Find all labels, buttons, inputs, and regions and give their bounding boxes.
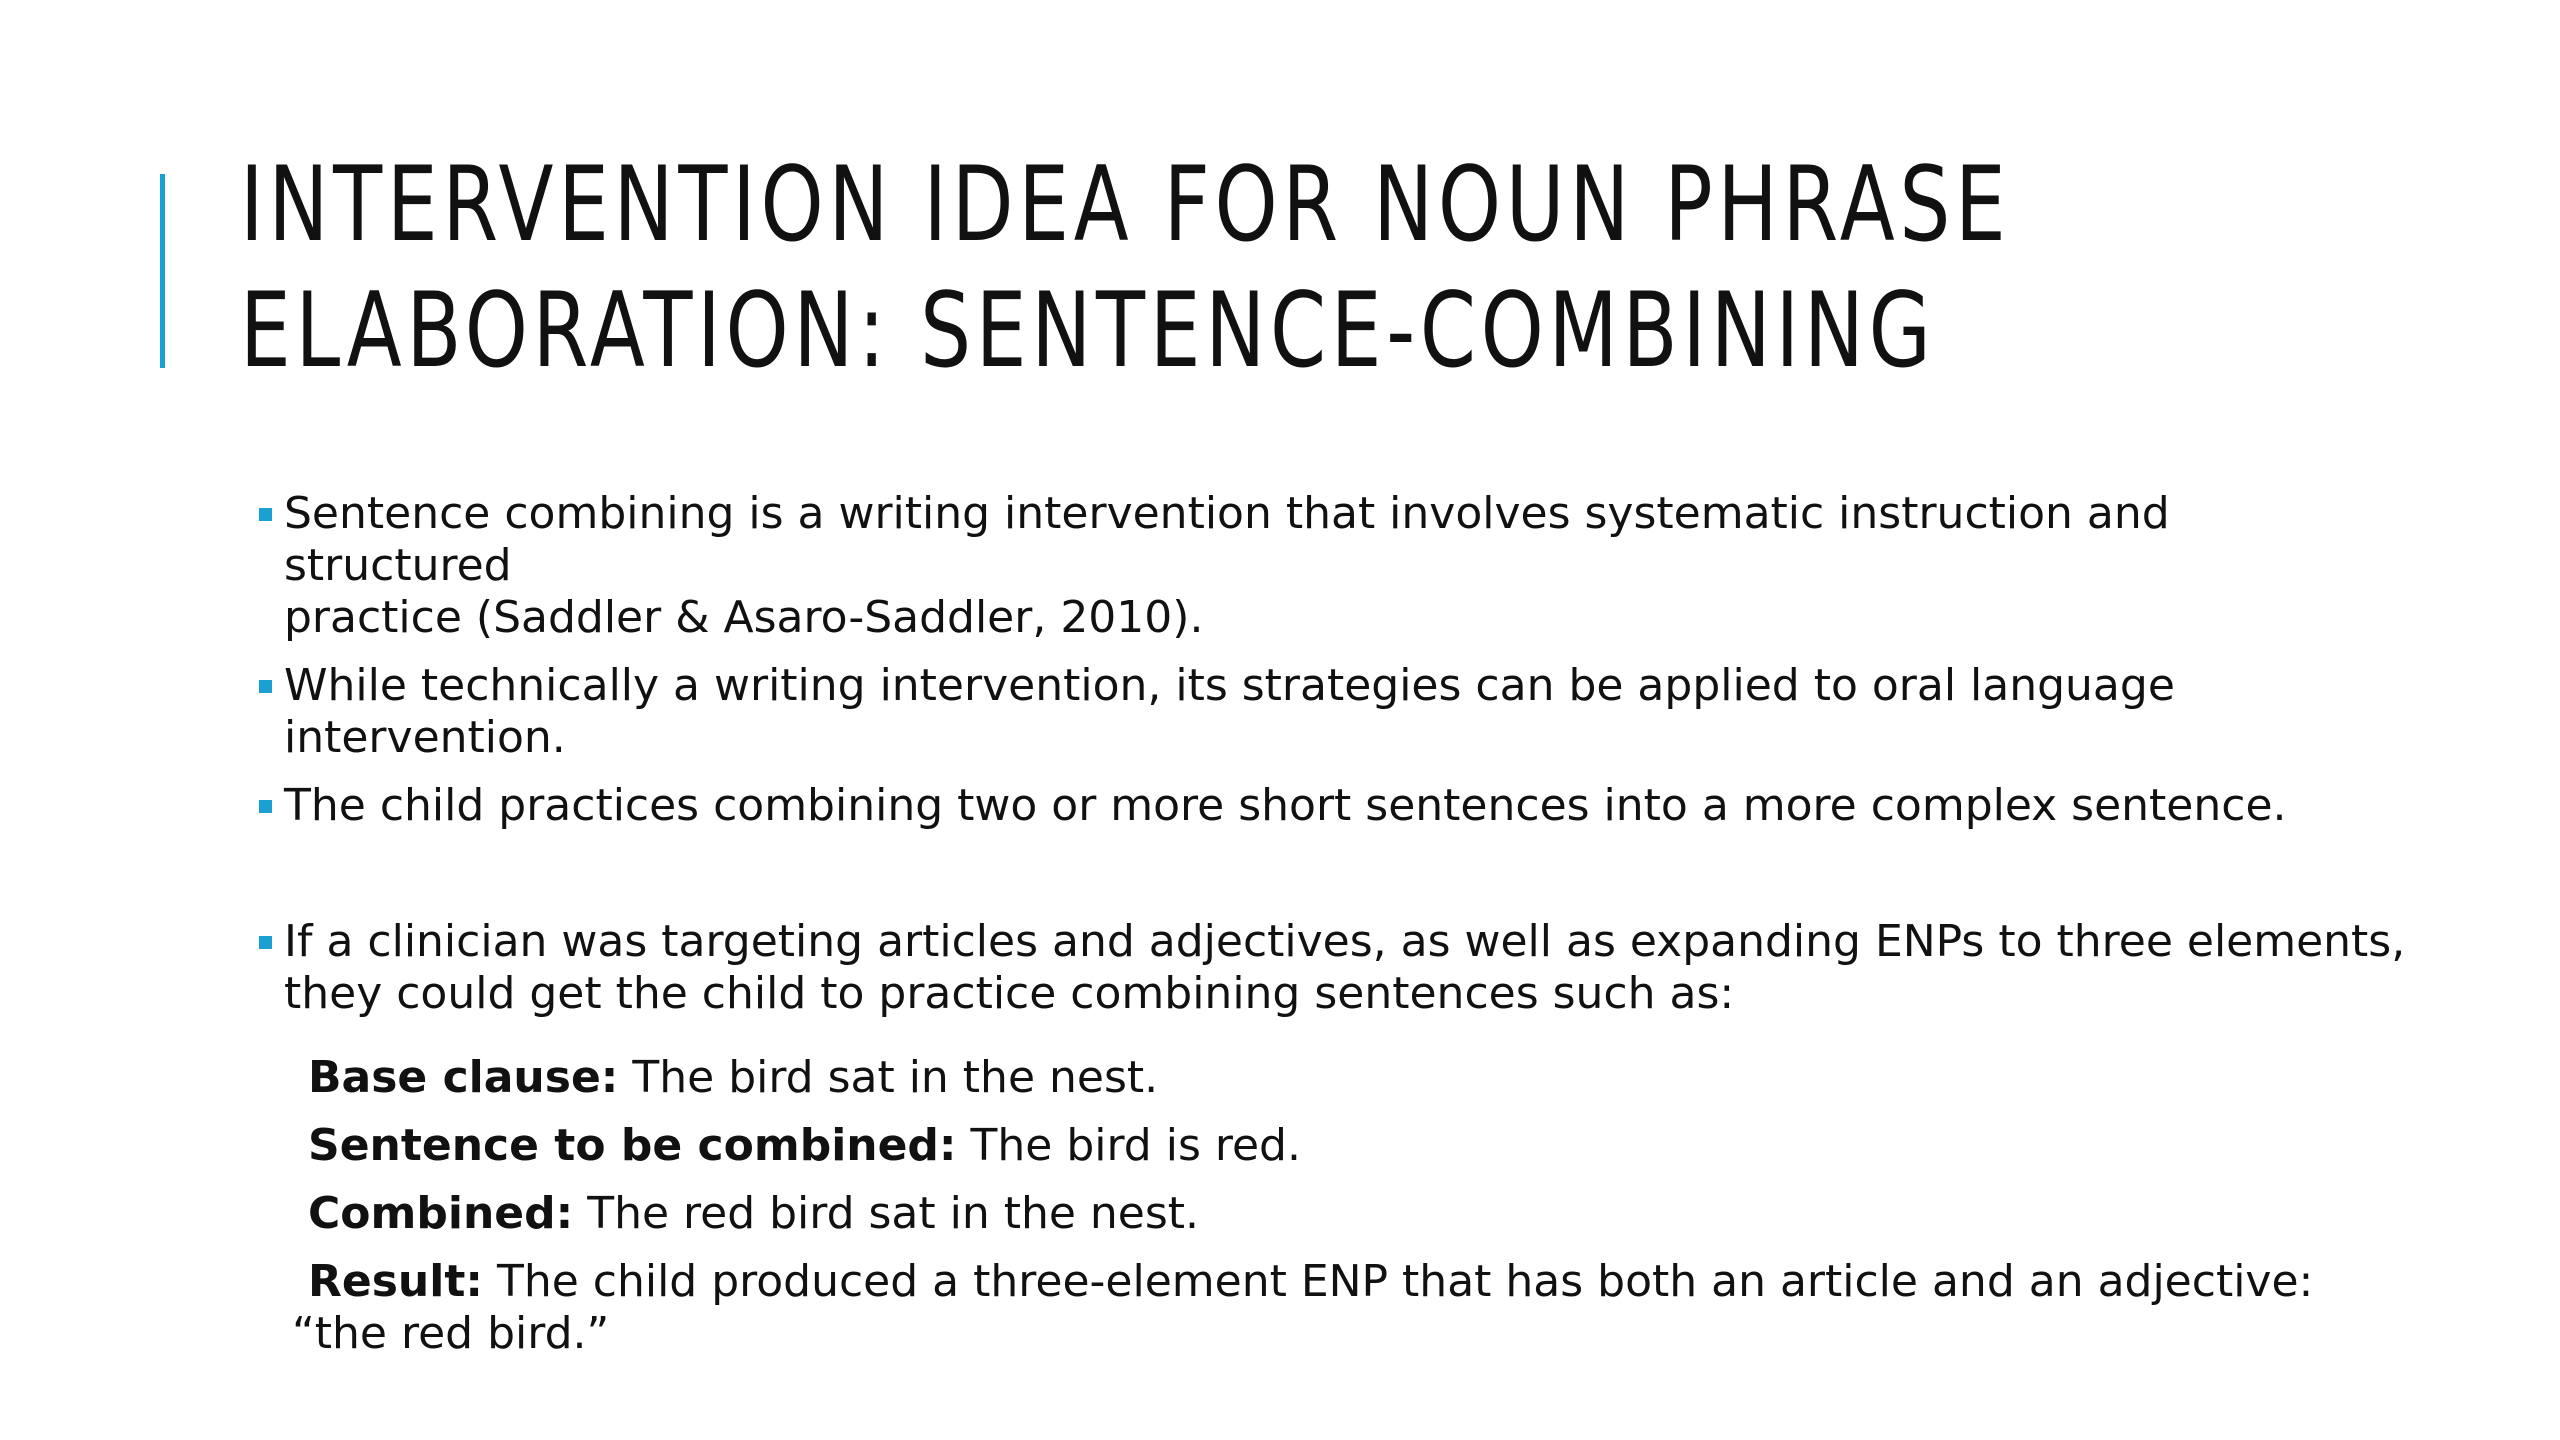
- bullet-item-oral-language: [256, 660, 2406, 764]
- bullet-text-line-2: intervention.: [284, 712, 566, 763]
- example-sentence-to-combine: [282, 1120, 2432, 1172]
- example-result-text: The child produced a three-element ENP that has both an article and an adjective:: [482, 1256, 2314, 1307]
- example-combine-label: Sentence to be combined:: [308, 1120, 957, 1171]
- bullet-list: [256, 488, 2406, 1036]
- bullet-item-sentence-combining: [256, 488, 2406, 644]
- bullet-text-line-2: practice (Saddler & Asaro-Saddler, 2010).: [284, 592, 1204, 643]
- example-result-label: Result:: [308, 1256, 483, 1307]
- slide-title: [240, 142, 2011, 394]
- square-bullet-icon: [259, 508, 272, 521]
- square-bullet-icon: [259, 800, 272, 813]
- slide-title-line-1: INTERVENTION IDEA FOR NOUN PHRASE: [240, 145, 2011, 265]
- bullet-text-line-1: The child practices combining two or more short sentences into a more complex sentence.: [284, 780, 2287, 831]
- bullet-text-line-1: If a clinician was targeting articles and adjectives, as well as expanding ENPs to three elements,: [284, 916, 2406, 967]
- example-combined: [282, 1188, 2432, 1240]
- bullet-text-line-1: Sentence combining is a writing intervention that involves systematic instruction and structured: [284, 488, 2170, 591]
- example-base-label: Base clause:: [308, 1052, 619, 1103]
- example-result: [282, 1256, 2432, 1360]
- example-block: [282, 1052, 2432, 1376]
- example-combine-text: The bird is red.: [956, 1120, 1301, 1171]
- example-base-text: The bird sat in the nest.: [618, 1052, 1159, 1103]
- bullet-text-line-1: While technically a writing intervention, its strategies can be applied to oral language: [284, 660, 2175, 711]
- bullet-item-child-practices: [256, 780, 2406, 832]
- example-combined-label: Combined:: [308, 1188, 574, 1239]
- example-base-clause: [282, 1052, 2432, 1104]
- example-result-quote: “the red bird.”: [292, 1308, 610, 1359]
- example-combined-text: The red bird sat in the nest.: [573, 1188, 1200, 1239]
- bullet-item-clinician-targeting: [256, 916, 2406, 1020]
- title-accent-bar: [160, 174, 165, 368]
- bullet-text-line-2: they could get the child to practice combining sentences such as:: [284, 968, 1735, 1019]
- slide-title-line-2: ELABORATION: SENTENCE-COMBINING: [240, 271, 1936, 391]
- square-bullet-icon: [259, 936, 272, 949]
- square-bullet-icon: [259, 680, 272, 693]
